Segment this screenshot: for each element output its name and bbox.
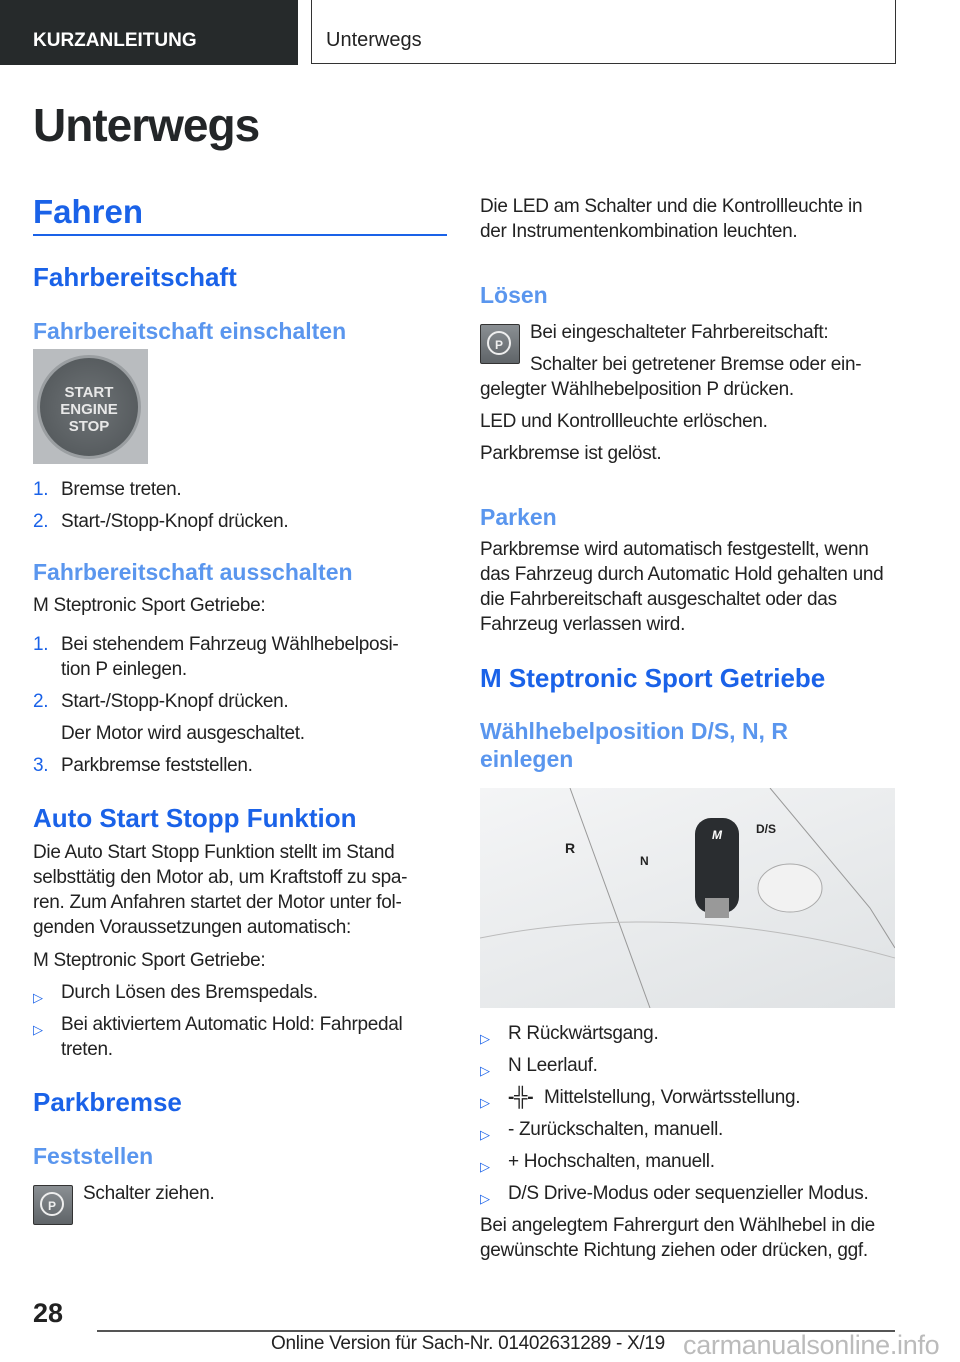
engine-label: ENGINE <box>60 401 118 418</box>
list-item: ▷ R Rückwärtsgang. <box>480 1023 659 1046</box>
section-label: KURZANLEITUNG <box>33 30 197 51</box>
heading-auto-start-stopp: Auto Start Stopp Funktion <box>33 803 357 833</box>
list-item: 2. Start-/Stopp-Knopf drücken. <box>33 511 289 532</box>
heading-parken: Parken <box>480 504 557 530</box>
closing-text: Bei angelegtem Fahrergurt den Wählhebel in die gewünschte Richtung ziehen oder drücken, ggf. <box>480 1215 875 1261</box>
label-r: R <box>565 840 576 856</box>
heading-fahren: Fahren <box>33 193 144 230</box>
list-item: ▷ Bei aktiviertem Automatic Hold: Fahrpedal treten. <box>33 1014 403 1060</box>
page-number: 28 <box>33 1298 64 1328</box>
label-ds: D/S <box>756 822 777 836</box>
list-item: ▷ Durch Lösen des Bremspedals. <box>33 982 318 1005</box>
list-item: ▷ - Zurückschalten, manuell. <box>480 1119 724 1142</box>
chapter-tab[interactable] <box>311 0 896 64</box>
heading-parkbremse: Parkbremse <box>33 1087 182 1117</box>
online-version: Online Version für Sach-Nr. 01402631289 - X/19 <box>271 1333 665 1354</box>
list-item: ▷ D/S Drive-Modus oder sequenzieller Modus. <box>480 1183 869 1206</box>
label-n: N <box>640 854 649 868</box>
heading-loesen: Lösen <box>480 282 548 308</box>
parking-brake-icon: P <box>480 324 520 364</box>
center-position-icon: -╬- <box>508 1087 534 1108</box>
loesen-line-3: LED und Kontrollleuchte erlöschen. <box>480 411 768 432</box>
gear-selector-image <box>480 788 895 1008</box>
parking-brake-icon: P <box>33 1185 73 1225</box>
auto-text: Die Auto Start Stopp Funktion stellt im Stand selbsttätig den Motor ab, um Kraftstoff zu spa-ren. Zum Anfahren startet der Motor unter fol-genden Voraussetzungen automatisch: <box>33 842 408 938</box>
label-m: M <box>712 828 722 842</box>
heading-steptronic: M Steptronic Sport Getriebe <box>480 663 826 693</box>
heading-einschalten: Fahrbereitschaft einschalten <box>33 318 347 344</box>
chapter-label: Unterwegs <box>326 29 422 51</box>
heading-ausschalten: Fahrbereitschaft ausschalten <box>33 559 353 585</box>
heading-fahrbereitschaft: Fahrbereitschaft <box>33 262 237 292</box>
gear-bullets <box>480 1021 895 1206</box>
list-item: 2. Start-/Stopp-Knopf drücken. Der Motor wird ausgeschaltet. <box>33 691 305 744</box>
start-stop-button-image <box>33 349 148 464</box>
loesen-line-4: Parkbremse ist gelöst. <box>480 443 662 464</box>
list-item: 1. Bremse treten. <box>33 479 182 500</box>
heading-waehlhebel: Wählhebelposition D/S, N, R einlegen <box>480 718 788 772</box>
list-item: 3. Parkbremse feststellen. <box>33 755 253 776</box>
list-item: 1. Bei stehendem Fahrzeug Wählhebelposi-tion P einlegen. <box>33 634 399 680</box>
feststellen-text: Schalter ziehen. <box>83 1183 215 1204</box>
heading-rule <box>33 234 447 236</box>
auto-intro: M Steptronic Sport Getriebe: <box>33 950 266 971</box>
start-label: START <box>64 384 114 401</box>
parken-text: Parkbremse wird automatisch festgestellt, wenn das Fahrzeug durch Automatic Hold gehalten und die Fahrbereitschaft ausgeschaltet oder das Fahrzeug verlassen wird. <box>480 539 884 635</box>
heading-feststellen: Feststellen <box>33 1143 154 1169</box>
stop-label: STOP <box>68 418 110 435</box>
watermark: carmanualsonline.info <box>683 1330 940 1360</box>
einschalten-steps <box>33 477 433 534</box>
ausschalten-steps <box>33 632 423 778</box>
page-title: Unterwegs <box>33 99 260 151</box>
auto-bullets <box>33 980 433 1062</box>
led-text: Die LED am Schalter und die Kontrollleuchte in der Instrumentenkombination leuchten. <box>480 196 863 242</box>
ausschalten-intro: M Steptronic Sport Getriebe: <box>33 595 266 616</box>
list-item: ▷ -╬- Mittelstellung, Vorwärtsstellung. <box>480 1087 801 1110</box>
loesen-line-2: Schalter bei getretener Bremse oder ein-gelegter Wählhebelposition P drücken. <box>480 354 862 400</box>
list-item: ▷ N Leerlauf. <box>480 1055 598 1078</box>
list-item: ▷ + Hochschalten, manuell. <box>480 1151 715 1174</box>
section-tab[interactable] <box>0 0 298 65</box>
loesen-line-1: Bei eingeschalteter Fahrbereitschaft: <box>530 322 829 343</box>
